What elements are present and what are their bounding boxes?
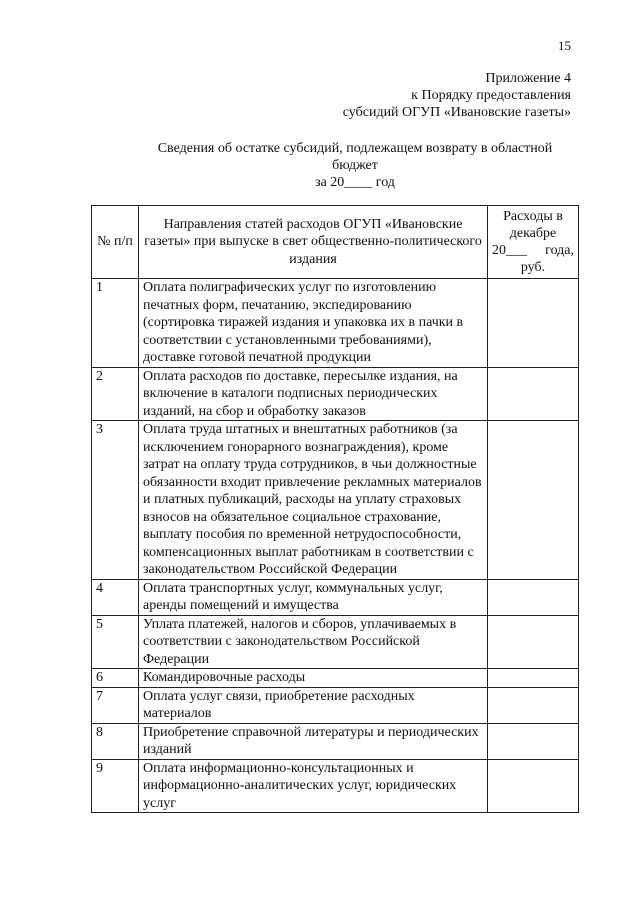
title-line-3: за 20____ год xyxy=(315,175,395,190)
row-num: 1 xyxy=(92,279,139,368)
row-value xyxy=(488,723,579,759)
row-num: 3 xyxy=(92,421,139,580)
row-value xyxy=(488,421,579,580)
header-expenses xyxy=(488,206,579,279)
row-text: Оплата труда штатных и внештатных работников (за исключением гонорарного вознаграждения), кроме затрат на оплату труда сотрудников, в чьи должностные обязанности входит привлечение рекламных материалов и платных публикаций, расходы на уплату страховых взносов на обязательное социальное страхование, выплату пособия по временной нетрудоспособности, компенсационных выплат работникам в соответствии с законодательством Российской Федерации xyxy=(139,421,488,580)
row-value xyxy=(488,579,579,615)
row-num: 8 xyxy=(92,723,139,759)
row-text: Оплата информационно-консультационных и информационно-аналитических услуг, юридических услуг xyxy=(139,759,488,813)
title-line-1: Сведения об остатке субсидий, подлежащем возврату в областной xyxy=(157,141,553,156)
row-text: Оплата расходов по доставке, пересылке издания, на включение в каталоги подписных периодических изданий, на сбор и обработку заказов xyxy=(139,367,488,421)
row-text: Приобретение справочной литературы и периодических изданий xyxy=(139,723,488,759)
table-row xyxy=(92,669,579,688)
row-num: 5 xyxy=(92,615,139,669)
table-row xyxy=(92,579,579,615)
row-value xyxy=(488,687,579,723)
row-num: 7 xyxy=(92,687,139,723)
appendix-line-3: субсидий ОГУП «Ивановские газеты» xyxy=(342,105,571,120)
row-value xyxy=(488,367,579,421)
row-value xyxy=(488,759,579,813)
appendix-line-2: к Порядку предоставления xyxy=(411,88,571,103)
table-row xyxy=(92,421,579,580)
row-value xyxy=(488,669,579,688)
table-row xyxy=(92,723,579,759)
row-text: Оплата услуг связи, приобретение расходных материалов xyxy=(139,687,488,723)
title-line-2: бюджет xyxy=(332,158,378,173)
header-num: № п/п xyxy=(92,206,139,279)
table-header-row xyxy=(92,206,579,279)
row-value xyxy=(488,615,579,669)
header-expenses-line-4: руб. xyxy=(520,260,546,275)
document-title xyxy=(120,140,590,191)
header-expenses-line-2: декабре xyxy=(509,226,557,241)
row-value xyxy=(488,279,579,368)
table-row xyxy=(92,367,579,421)
header-direction: Направления статей расходов ОГУП «Ивановские газеты» при выпуске в свет общественно-политического издания xyxy=(139,206,488,279)
page-number: 15 xyxy=(558,38,571,53)
row-text: Командировочные расходы xyxy=(139,669,488,688)
row-text: Уплата платежей, налогов и сборов, уплачиваемых в соответствии с законодательством Российской Федерации xyxy=(139,615,488,669)
appendix-block xyxy=(343,70,571,121)
table-row xyxy=(92,615,579,669)
header-expenses-line-3: 20___ года, xyxy=(492,243,574,258)
row-num: 4 xyxy=(92,579,139,615)
row-text: Оплата полиграфических услуг по изготовлению печатных форм, печатанию, экспедированию (сортировка тиражей издания и упаковка их в пачки в соответствии с установленными требованиями), доставке готовой печатной продукции xyxy=(139,279,488,368)
row-num: 6 xyxy=(92,669,139,688)
header-expenses-line-1: Расходы в xyxy=(503,209,563,224)
row-num: 9 xyxy=(92,759,139,813)
expenses-table xyxy=(91,205,579,813)
row-text: Оплата транспортных услуг, коммунальных услуг, аренды помещений и имущества xyxy=(139,579,488,615)
table-row xyxy=(92,687,579,723)
appendix-line-1: Приложение 4 xyxy=(485,71,571,86)
table-row xyxy=(92,279,579,368)
row-num: 2 xyxy=(92,367,139,421)
table-row xyxy=(92,759,579,813)
